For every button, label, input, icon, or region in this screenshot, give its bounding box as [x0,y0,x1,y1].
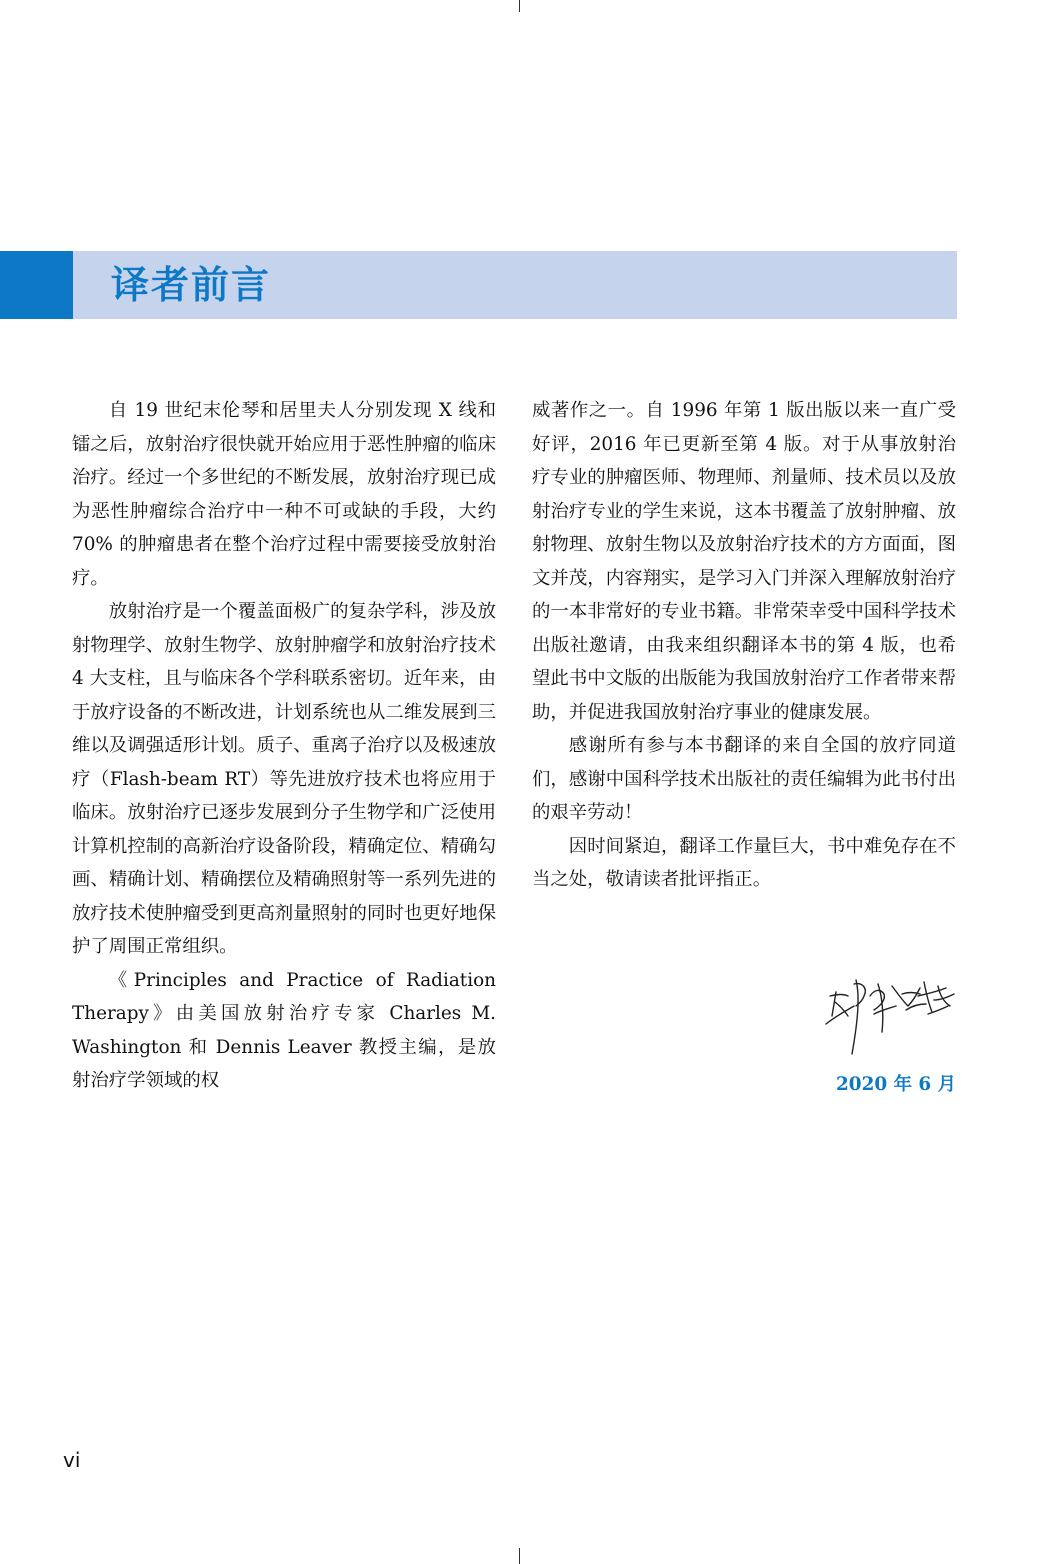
date-line: 2020 年 6 月 [836,1074,956,1095]
paragraph-history: 自 19 世纪末伦琴和居里夫人分别发现 X 线和镭之后，放射治疗很快就开始应用于恶性肿瘤的临床治疗。经过一个多世纪的不断发展，放射治疗现已成为恶性肿瘤综合治疗中一种不可或缺的手段，大约 70% 的肿瘤患者在整个治疗过程中需要接受放射治疗。 [72,400,496,589]
page-number: vi [63,1448,81,1472]
title-accent-block [0,251,73,319]
page-title: 译者前言 [111,263,272,307]
paragraph-thanks: 感谢所有参与本书翻译的来自全国的放疗同道们，感谢中国科学技术出版社的责任编辑为此书付出的艰辛劳动！ [532,735,956,823]
paragraph-book-intro: 《Principles and Practice of Radiation Therapy》由美国放射治疗专家 Charles M. Washington 和 Dennis Leaver 教授主编，是放射治疗学领域的权 [72,969,496,1091]
body-column-left [72,394,496,1098]
crop-mark-top [519,0,520,12]
paragraph-apology: 因时间紧迫，翻译工作量巨大，书中难免存在不当之处，敬请读者批评指正。 [532,835,956,890]
crop-mark-bottom [519,1548,520,1564]
paragraph-book-intro-continued: 威著作之一。自 1996 年第 1 版出版以来一直广受好评，2016 年已更新至第 4 版。对于从事放射治疗专业的肿瘤医师、物理师、剂量师、技术员以及放射治疗专业的学生来说，这本书覆盖了放射肿瘤、放射物理、放射生物以及放射治疗技术的方方面面，图文并茂，内容翔实，是学习入门并深入理解放射治疗的一本非常好的专业书籍。非常荣幸受中国科学技术出版社邀请，由我来组织翻译本书的第 4 版，也希望此书中文版的出版能为我国放射治疗工作者带来帮助，并促进我国放射治疗事业的健康发展。 [532,400,956,723]
handwritten-signature-icon [822,966,962,1058]
paragraph-discipline: 放射治疗是一个覆盖面极广的复杂学科，涉及放射物理学、放射生物学、放射肿瘤学和放射治疗技术 4 大支柱，且与临床各个学科联系密切。近年来，由于放疗设备的不断改进，计划系统也从二维发展到三维以及调强适形计划。质子、重离子治疗以及极速放疗（Flash-beam RT）等先进放疗技术也将应用于临床。放射治疗已逐步发展到分子生物学和广泛使用计算机控制的高新治疗设备阶段，精确定位、精确勾画、精确计划、精确摆位及精确照射等一系列先进的放疗技术使肿瘤受到更高剂量照射的同时也更好地保护了周围正常组织。 [72,601,496,957]
body-column-right [532,394,956,897]
